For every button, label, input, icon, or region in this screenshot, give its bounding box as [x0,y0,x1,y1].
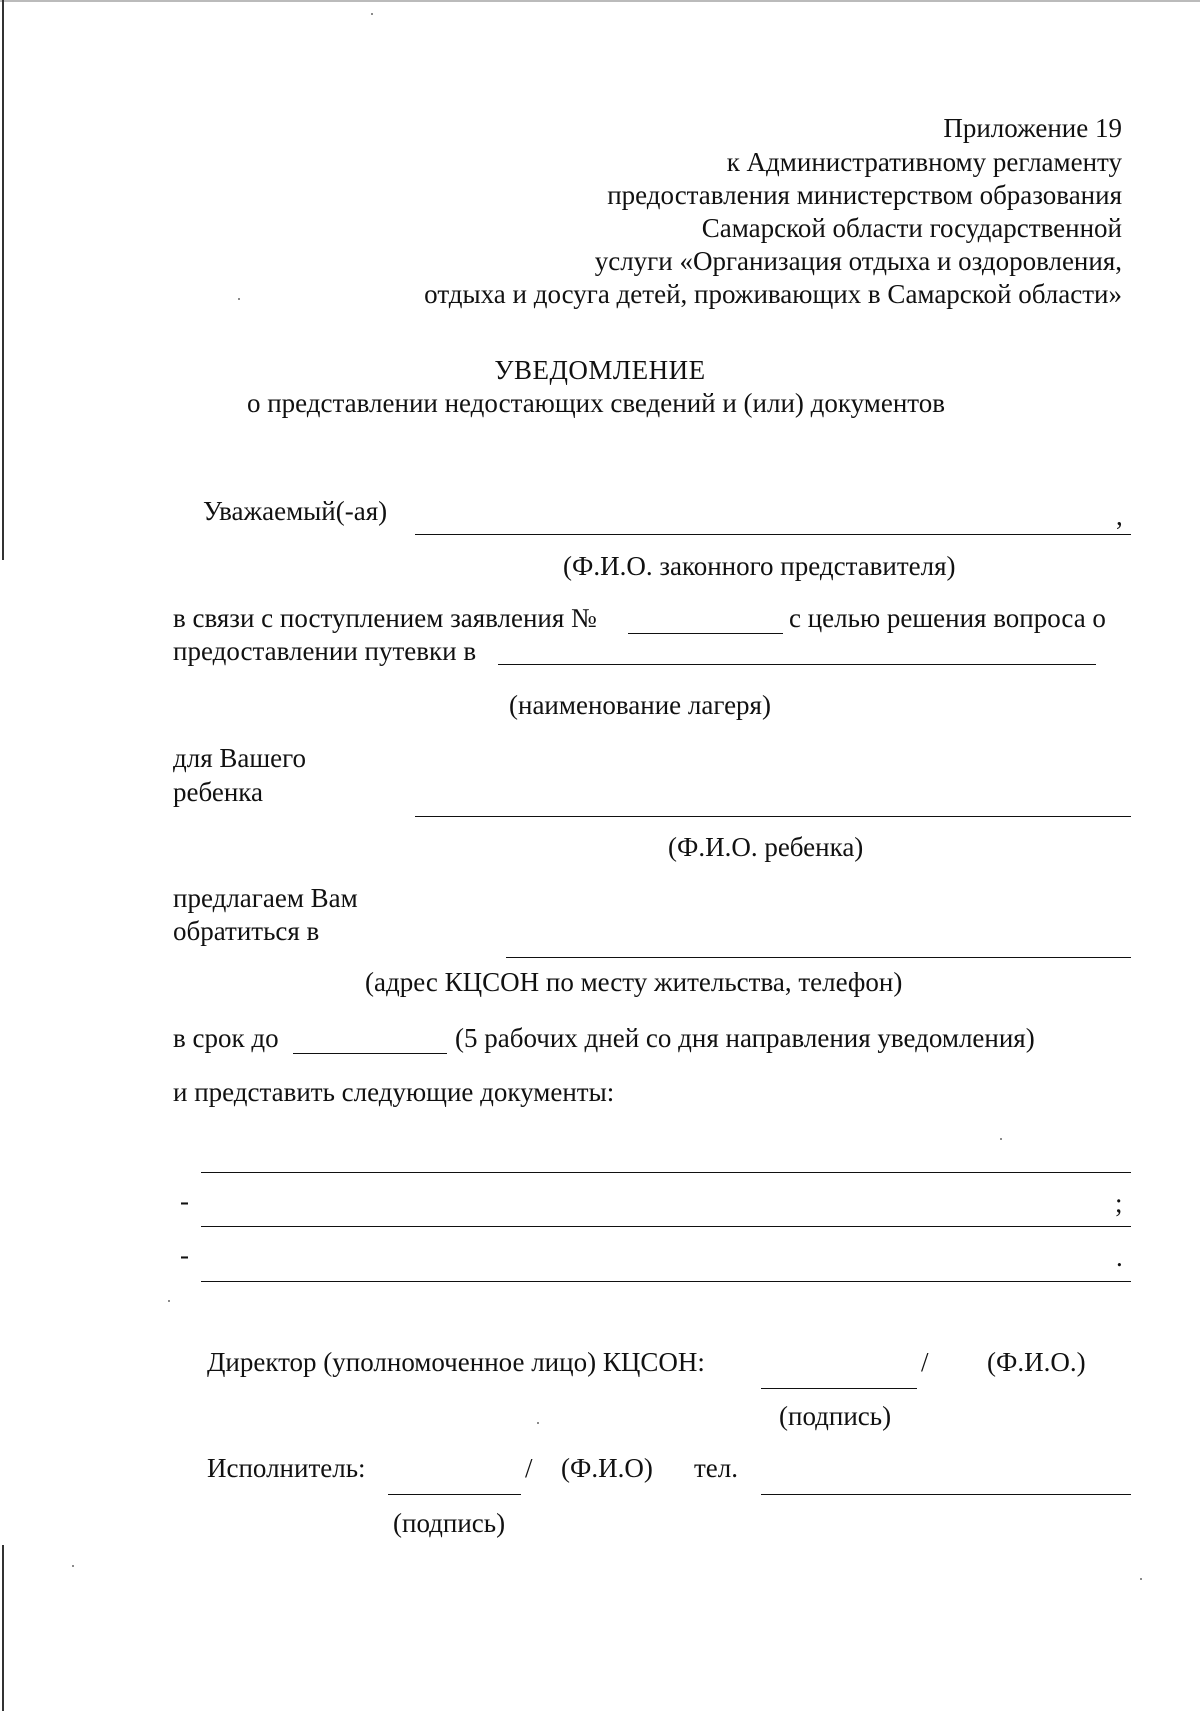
document-dash-1: - [180,1186,189,1216]
connection-text: в связи с поступлением заявления № [173,603,597,633]
application-number-field[interactable] [628,633,783,634]
document-line-3[interactable] [201,1281,1131,1282]
scan-speck [238,298,240,300]
connection-text-continued: с целью решения вопроса о [789,603,1106,633]
document-subtitle: о представлении недостающих сведений и (или) документов [246,388,945,418]
document-line-1[interactable] [201,1172,1131,1173]
scan-edge-left [2,0,4,560]
scan-edge-top [0,0,1200,2]
director-signature-field[interactable] [761,1388,917,1389]
greeting-comma: , [1116,501,1123,531]
executor-signature-field[interactable] [388,1494,521,1495]
for-child-line1: для Вашего [173,743,307,773]
appendix-line: Приложение 19 [943,113,1122,143]
scan-speck [371,13,373,15]
director-signature-caption: (подпись) [779,1401,892,1431]
address-caption: (адрес КЦСОН по месту жительства, телефон) [365,967,903,997]
child-caption: (Ф.И.О. ребенка) [668,832,864,862]
director-slash: / [921,1347,929,1377]
scan-speck [1000,1138,1002,1140]
document-line-2[interactable] [201,1226,1131,1227]
appendix-line: услуги «Организация отдыха и оздоровления, [594,246,1122,276]
appendix-line: предоставления министерством образования [607,180,1122,210]
greeting-label: Уважаемый(-ая) [203,496,388,526]
address-field[interactable] [506,957,1131,958]
document-title: УВЕДОМЛЕНИЕ [494,355,706,385]
scan-speck [1140,1578,1142,1580]
document-semicolon: ; [1115,1188,1123,1218]
fio-representative-caption: (Ф.И.О. законного представителя) [563,551,956,581]
scan-edge-left-lower [2,1545,4,1711]
executor-fio: (Ф.И.О) [561,1453,653,1483]
executor-signature-caption: (подпись) [393,1508,506,1538]
deadline-date-field[interactable] [293,1053,447,1054]
phone-field[interactable] [761,1494,1131,1495]
director-fio: (Ф.И.О.) [987,1347,1086,1377]
offer-line1: предлагаем Вам [173,883,358,913]
scan-speck [72,1565,74,1567]
director-label: Директор (уполномоченное лицо) КЦСОН: [207,1347,705,1377]
appendix-line: отдыха и досуга детей, проживающих в Самарской области» [424,279,1122,309]
phone-label: тел. [694,1453,739,1483]
deadline-note: (5 рабочих дней со дня направления уведомления) [455,1023,1035,1053]
executor-slash: / [525,1453,533,1483]
appendix-line: к Административному регламенту [726,147,1122,177]
scan-speck [168,1300,170,1302]
document-period: . [1116,1242,1123,1272]
scan-speck [537,1422,539,1424]
voucher-text: предоставлении путевки в [173,636,477,666]
documents-intro: и представить следующие документы: [173,1077,615,1107]
for-child-line2: ребенка [173,777,263,807]
representative-name-field[interactable] [415,534,1131,535]
deadline-label: в срок до [173,1023,279,1053]
offer-line2: обратиться в [173,916,320,946]
camp-name-field[interactable] [498,664,1096,665]
executor-label: Исполнитель: [207,1453,366,1483]
appendix-line: Самарской области государственной [701,213,1122,243]
document-dash-2: - [180,1240,189,1270]
camp-caption: (наименование лагеря) [509,690,771,720]
child-name-field[interactable] [415,816,1131,817]
